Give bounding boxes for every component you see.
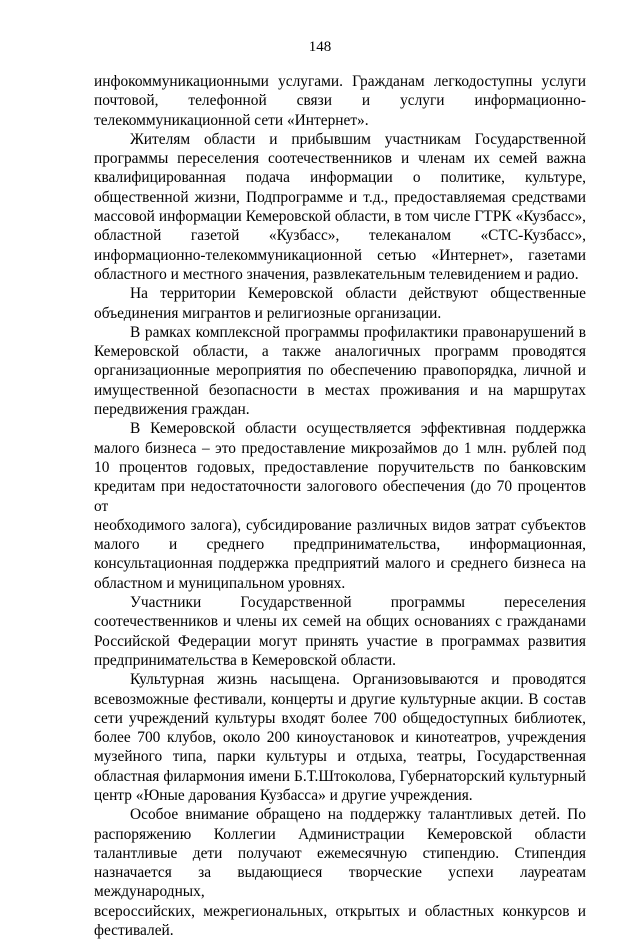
paragraph — [94, 670, 586, 805]
text-line: массовой информации Кемеровской области, в том числе ГТРК «Кузбасс», — [94, 208, 586, 226]
text-line: областной газетой «Кузбасс», телеканалом «СТС-Кузбасс», — [94, 227, 586, 245]
text-line: Жителям области и прибывшим участникам Государственной — [130, 130, 586, 148]
paragraph — [94, 323, 586, 419]
text-line: более 700 клубов, около 200 киноустановок и кинотеатров, учреждения — [94, 729, 586, 747]
text-line: передвижения граждан. — [94, 401, 250, 419]
text-line: телекоммуникационной сети «Интернет». — [94, 111, 369, 129]
text-line: областная филармония имени Б.Т.Штоколова, Губернаторский культурный — [94, 767, 586, 785]
page-number: 148 — [308, 39, 332, 55]
text-line: инфокоммуникационными услугами. Гражданам легкодоступны услуги — [94, 73, 586, 90]
text-line: необходимого залога), субсидирование различных видов затрат субъектов — [94, 516, 586, 534]
paragraph — [94, 130, 586, 284]
text-line: фестивалей. — [94, 922, 174, 940]
text-line: сети учреждений культуры входят более 700 общедоступных библиотек, — [94, 709, 586, 727]
text-line: Участники Государственной программы переселения — [130, 594, 586, 612]
text-line: имущественной безопасности в местах проживания и на маршрутах — [94, 381, 586, 399]
text-line: талантливые дети получают ежемесячную стипендию. Стипендия — [94, 844, 586, 862]
paragraph — [94, 805, 586, 940]
text-line: музейного типа, парки культуры и отдыха, театры, Государственная — [94, 748, 586, 766]
text-line: областном и муниципальном уровнях. — [94, 574, 346, 592]
text-line: почтовой, телефонной связи и услуги информационно- — [94, 92, 586, 110]
text-line: На территории Кемеровской области действуют общественные — [130, 285, 586, 303]
text-line: всевозможные фестивали, концерты и другие культурные акции. В состав — [94, 690, 586, 708]
text-line: В рамках комплексной программы профилактики правонарушений в — [130, 323, 586, 341]
text-line: программы переселения соотечественников и членам их семей важна — [94, 150, 586, 168]
text-line: всероссийских, межрегиональных, открытых и областных конкурсов и — [94, 902, 586, 920]
text-line: 10 процентов годовых, предоставление поручительств по банковским — [94, 458, 586, 476]
text-line: кредитам при недостаточности залогового обеспечения (до 70 процентов от — [94, 478, 586, 515]
text-line: квалифицированная подача информации о политике, культуре, — [94, 169, 586, 187]
text-line: центр «Юные дарования Кузбасса» и другие учреждения. — [94, 786, 473, 804]
text-line: распоряжению Коллегии Администрации Кемеровской области — [94, 825, 586, 843]
text-line: малого бизнеса – это предоставление микрозаймов до 1 млн. рублей под — [94, 439, 586, 457]
paragraph — [94, 593, 586, 670]
text-line: консультационная поддержка предприятий малого и среднего бизнеса на — [94, 555, 586, 573]
text-line: Российской Федерации могут принять участие в программах развития — [94, 632, 586, 650]
paragraph — [94, 419, 586, 593]
text-line: информационно-телекоммуникационной сетью «Интернет», газетами — [94, 246, 586, 264]
text-line: соотечественников и члены их семей на общих основаниях с гражданами — [94, 613, 586, 631]
text-line: назначается за выдающиеся творческие успехи лауреатам международных, — [94, 864, 586, 901]
text-line: Культурная жизнь насыщена. Организовываются и проводятся — [130, 671, 586, 689]
paragraph — [94, 72, 586, 130]
document-body — [94, 72, 586, 940]
text-line: предпринимательства в Кемеровской области. — [94, 651, 397, 669]
text-line: малого и среднего предпринимательства, информационная, — [94, 536, 586, 554]
text-line: Кемеровской области, а также аналогичных программ проводятся — [94, 343, 586, 361]
text-line: Особое внимание обращено на поддержку талантливых детей. По — [130, 806, 586, 824]
text-line: В Кемеровской области осуществляется эффективная поддержка — [130, 420, 586, 438]
text-line: организационные мероприятия по обеспечению правопорядка, личной и — [94, 362, 586, 380]
text-line: общественной жизни, Подпрограмме и т.д., предоставляемая средствами — [94, 188, 586, 206]
text-line: областного и местного значения, развлекательным телевидением и радио. — [94, 265, 579, 283]
text-line: объединения мигрантов и религиозные организации. — [94, 304, 442, 322]
paragraph — [94, 284, 586, 323]
